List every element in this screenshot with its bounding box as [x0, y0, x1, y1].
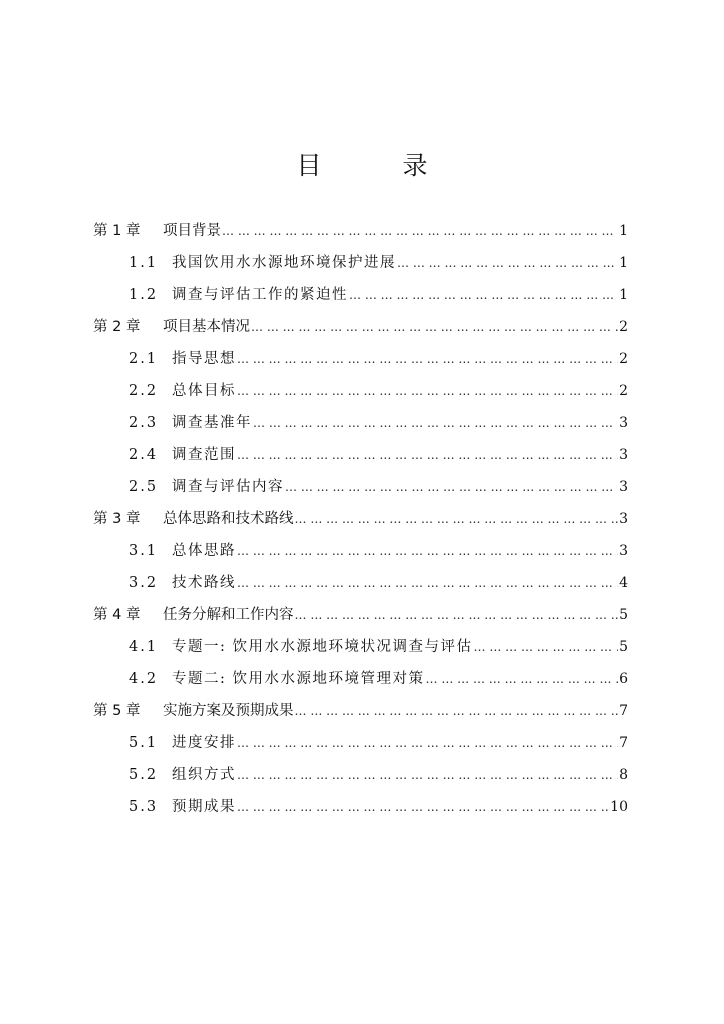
dot-leader: [295, 599, 619, 631]
chapter-number: 第 1 章: [93, 223, 141, 239]
section-number: 5.3: [129, 799, 159, 815]
toc-section-1-1[interactable]: [0, 247, 724, 279]
toc-section-1-2[interactable]: [0, 279, 724, 311]
section-title: 调查与评估工作的紧迫性: [172, 287, 348, 303]
page-number: 3: [619, 447, 628, 463]
section-title: 技术路线: [172, 575, 236, 591]
dot-leader: [253, 407, 618, 439]
page-number: 7: [619, 735, 628, 751]
toc-chapter-2[interactable]: [0, 311, 724, 343]
dot-leader: [349, 279, 618, 311]
toc-chapter-1[interactable]: [0, 215, 724, 247]
dot-leader: [237, 439, 618, 471]
chapter-number: 第 3 章: [93, 511, 141, 527]
chapter-title: 总体思路和技术路线: [163, 511, 294, 527]
page-number: 4: [619, 575, 628, 591]
page-number: 5: [619, 639, 628, 655]
section-title: 总体目标: [172, 383, 236, 399]
section-number: 2.2: [129, 383, 159, 399]
section-title: 专题一: 饮用水水源地环境状况调查与评估: [172, 639, 473, 655]
toc-section-2-2[interactable]: [0, 375, 724, 407]
dot-leader: [237, 567, 618, 599]
section-number: 2.4: [129, 447, 159, 463]
dot-leader: [295, 695, 619, 727]
dot-leader: [237, 343, 618, 375]
page-number: 2: [619, 351, 628, 367]
chapter-number: 第 5 章: [93, 703, 141, 719]
toc-section-2-5[interactable]: [0, 471, 724, 503]
page-number: 1: [619, 287, 628, 303]
toc-chapter-5[interactable]: [0, 695, 724, 727]
page-number: 6: [619, 671, 628, 687]
page-number: 3: [619, 479, 628, 495]
page-number: 3: [619, 543, 628, 559]
page-number: 5: [619, 607, 628, 623]
section-number: 4.1: [129, 639, 159, 655]
page-number: 1: [619, 255, 628, 271]
chapter-title: 项目基本情况: [163, 319, 250, 335]
toc-section-2-1[interactable]: [0, 343, 724, 375]
dot-leader: [237, 791, 609, 823]
toc-section-4-1[interactable]: [0, 631, 724, 663]
toc-section-5-2[interactable]: [0, 759, 724, 791]
page-number: 8: [619, 767, 628, 783]
section-title: 我国饮用水水源地环境保护进展: [172, 255, 396, 271]
toc-section-3-2[interactable]: [0, 567, 724, 599]
chapter-title: 任务分解和工作内容: [163, 607, 294, 623]
section-number: 4.2: [129, 671, 159, 687]
section-title: 总体思路: [172, 543, 236, 559]
page-number: 10: [610, 799, 628, 815]
page-number: 7: [619, 703, 628, 719]
section-title: 预期成果: [172, 799, 236, 815]
section-title: 专题二: 饮用水水源地环境管理对策: [172, 671, 425, 687]
section-number: 1.1: [129, 255, 159, 271]
dot-leader: [237, 759, 618, 791]
page-number: 3: [619, 511, 628, 527]
chapter-title: 实施方案及预期成果: [163, 703, 294, 719]
dot-leader: [426, 663, 619, 695]
dot-leader: [237, 535, 618, 567]
section-number: 5.1: [129, 735, 159, 751]
chapter-number: 第 2 章: [93, 319, 141, 335]
section-title: 进度安排: [172, 735, 236, 751]
section-title: 组织方式: [172, 767, 236, 783]
dot-leader: [251, 311, 618, 343]
dot-leader: [295, 503, 619, 535]
page-title: 目 录: [296, 151, 456, 180]
dot-leader: [285, 471, 618, 503]
section-number: 2.1: [129, 351, 159, 367]
dot-leader: [237, 375, 618, 407]
toc-section-5-1[interactable]: [0, 727, 724, 759]
toc-section-3-1[interactable]: [0, 535, 724, 567]
toc-section-5-3[interactable]: [0, 791, 724, 823]
page-number: 3: [619, 415, 628, 431]
section-title: 调查范围: [172, 447, 236, 463]
dot-leader: [237, 727, 618, 759]
section-title: 指导思想: [172, 351, 236, 367]
toc-section-2-3[interactable]: [0, 407, 724, 439]
page-number: 1: [619, 223, 628, 239]
chapter-title: 项目背景: [163, 223, 221, 239]
page-number: 2: [619, 319, 628, 335]
dot-leader: [397, 247, 618, 279]
section-number: 3.2: [129, 575, 159, 591]
section-number: 3.1: [129, 543, 159, 559]
page-number: 2: [619, 383, 628, 399]
dot-leader: [474, 631, 619, 663]
table-of-contents: [0, 215, 724, 823]
section-title: 调查基准年: [172, 415, 252, 431]
toc-chapter-4[interactable]: [0, 599, 724, 631]
section-number: 1.2: [129, 287, 159, 303]
toc-section-4-2[interactable]: [0, 663, 724, 695]
chapter-number: 第 4 章: [93, 607, 141, 623]
section-number: 2.5: [129, 479, 159, 495]
section-number: 5.2: [129, 767, 159, 783]
section-number: 2.3: [129, 415, 159, 431]
dot-leader: [222, 215, 618, 247]
section-title: 调查与评估内容: [172, 479, 284, 495]
toc-section-2-4[interactable]: [0, 439, 724, 471]
toc-chapter-3[interactable]: [0, 503, 724, 535]
